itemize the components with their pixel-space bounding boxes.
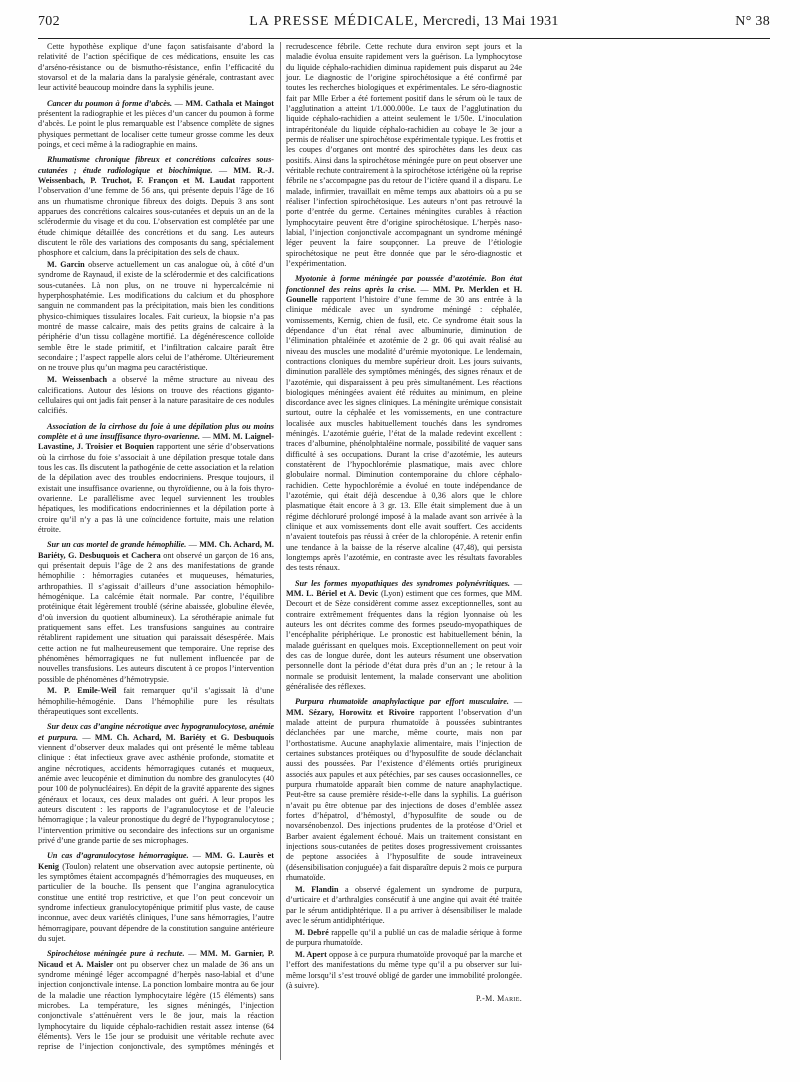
author-names: MM. Sézary, Horowitz et Rivoire xyxy=(286,707,415,717)
article-text: rapportent l’observation d’une femme de 56 ans, qui présente depuis l’âge de 16 ans un rhumatisme chronique fibreux des doigts. Depuis 3 ans sont apparues des concrétions calcaires sous-cutanées et depuis un an de la sclérodermie du visage et du cou. L’observation est complétée par une étude chimique détaillée des concrétions et du sang. Les auteurs discutent le rôle des variations des composants du sang, spécialement phosphore et calcium, dans la précipitation des sels de chaux. xyxy=(38,175,275,258)
article-paragraph xyxy=(38,375,274,416)
article-text: a observé également un syndrome de purpura, d’urticaire et d’arthralgies consécutif à une angine qui avait été traitée par le sérum antidiphtérique. Il a pu arriver à désensibiliser le malade avec le sérum antidiphtérique. xyxy=(286,884,522,925)
article-text: viennent d’observer deux malades qui ont présenté le même tableau clinique : état infectieux grave avec asthénie profonde, stomatite et angine nécrotiques, accidents hémorragiques cutanés et muqueux, anémie avec leucopénie et diminution du nombre des granulocytes (40 pour 100 de polynucléaires). En dépit de la gravité apparente des signes généraux et locaux, ces deux malades ont guéri. A leur propos les auteurs discutent : les rapports de l’agranulocytose et de l’aleucie hémorragique ; la valeur pronostique du degré de l’hypogranulocytose ; l’intervention primitive ou secondaire des infections sur un organisme privé d’une grande partie de ses microphages. xyxy=(38,743,274,846)
article-text: a observé la même structure au niveau des calcifications. Autour des lésions on trouve des réactions giganto-cellulaires qui ont jadis fait penser à la nature parasitaire de ces nodules calcifiés. xyxy=(38,375,275,416)
section-title: Rhumatisme chronique fibreux et concrétions calcaires sous-cutanées ; étude radiologique et biochimique. xyxy=(38,155,274,175)
article-paragraph: Sur deux cas d’angine nécrotique avec hypogranulocytose, anémie et purpura. — MM. Ch. Achard, M. Bariéty et G. Desbuquois viennent d’observer deux malades qui ont présenté le même tableau clinique : état infectieux grave avec asthénie profonde, stomatite et angine nécrotiques, accidents hémorragiques cutanés et muqueux, anémie avec leucopénie et diminution du nombre des granulocytes (40 pour 100 de polynucléaires). En dépit de la gravité apparente des signes généraux et locaux, ces deux malades ont guéri. A leur propos les auteurs discutent : les rapports de l’agranulocytose et de l’aleucie hémorragique ; la valeur pronostique du degré de l’hypogranulocytose ; l’intervention primitive ou secondaire des infections sur un organisme privé d’une grande partie de ses microphages. xyxy=(38,722,274,846)
author-names: M. Weissenbach xyxy=(47,375,108,385)
author-names: MM. Ch. Achard, M. Bariéty et G. Desbuquois xyxy=(94,732,274,742)
article-text: observe actuellement un cas analogue où, à côté d’un syndrome de Raynaud, il existe de la sclérodermie et des calcifications sous-cutanées. Là non plus, on ne trouve ni hypercalcémie ni hyperphosphatémie. Les modifications du calcium et du phosphore sanguin ne commandent pas la précipitation, mais bien les conditions physico-chimiques tissulaires locales. Fait curieux, la biopsie n’a pas montré de masse calcaire, mais des petits grains de calcaire à la périphérie d’un tissu collagène mortifié. La dégénérescence colloïde semble être le stade primitif, et l’infiltration calcaire paraît être secondaire ; l’aspect rappelle alors celui de l’athérome. Ultérieurement on ne trouve plus qu’un magma peu caractéristique. xyxy=(38,260,274,373)
article-paragraph: Cancer du poumon à forme d’abcès. — MM. Cathala et Maingot présentent la radiographie et les pièces d’un cancer du poumon à forme d’abcès. Le point le plus remarquable est l’absence complète de signes physiques permettant de localiser cette tumeur grosse comme les deux poings, et ceci même à la radiographie en mains. xyxy=(38,98,275,149)
article-text: Cette hypothèse explique d’une façon satisfaisante d’abord la relativité de l’action spécifique de ces médications, ensuite les cas d’arséno-résistance ou de bismutho-résistance, enfin l’efficacité du stovarsol et de la malaria dans la paralysie générale, contrastant avec leur activité beaucoup moindre dans la syphilis jeune. xyxy=(38,42,274,93)
article-text: (Lyon) estiment que ces formes, que MM. Decourt et de Sèze considèrent comme assez exceptionnelles, sont au contraire extrêmement fréquentes dans la région lyonnaise où les auteurs les ont décrites comme des formes pseudo-myopathiques de l’encéphalite périphérique. Le pronostic est habituellement bénin, la malade guérissant en quelques mois. Exceptionnellement on peut voir des cas de longue durée, dont les auteurs résument une observation personnelle dont la période d’état dura près d’un an ; le retour à la normale se produisit lentement, la malade conservant une abolition généralisée des réflexes. xyxy=(286,589,523,692)
article-paragraph xyxy=(38,686,274,717)
author-names: MM. Cathala et Maingot xyxy=(185,98,275,108)
article-text: fait remarquer qu’il s’agissait là d’une hémophilie-hémogénie. Dans l’hémophilie pure les résultats thérapeutiques sont excellents. xyxy=(38,686,274,717)
article-paragraph: Association de la cirrhose du foie à une dépilation plus ou moins complète et à une insuffisance thyro-ovarienne. — MM. M. Laignel-Lavastine, J. Troisier et Boquien rapportent une série d’observations où la cirrhose du foie s’associait à une dépilation presque totale dans tous les cas. Ils discutent la pathogénie de cette association et la relation de la dépilation avec des troubles endocriniens. Presque toujours, il existait une insuffisance ovarienne, ou thyroïdienne, ou à la fois thyro-ovarienne. Le parallélisme avec lequel surviennent les troubles hépatiques, les modifications endocriniennes et la dépilation porte à croire qu’il n’y a pas là une coïncidence fortuite, mais une relation étroite. xyxy=(38,421,274,534)
article-text: rapportent l’observation d’un malade atteint de purpura rhumatoïde à poussées subintrantes déclanchées par une marche, même courte, mais non par l’orthostatisme. Aucune anaphylaxie alimentaire, mais l’injection de certaines substances protéiques ou d’hyposulfite de soude déclanchait aussi des poussées. Par l’existence d’éléments ortiés prurigineux associés aux papules et aux pétéchies, par ses causes occasionnelles, ce purpura rhumatoïde apparaît bien comme de nature anaphylactique. Peut-être sa cause première réside-t-elle dans la syphilis. La guérison n’avait pu être obtenue par des injections de doses d’emblée assez fortes d’hépatrol, d’hémostyl, d’hyposulfite de soude ou de novarsénobenzol. Des injections prudentes de la protéose d’Oriel et Barber avaient également échoué. Mais un traitement consistant en injections sous-cutanées de petites doses progressivement croissantes de peptone associées à l’hyposulfite de soude intraveineux (désensibilisation conjuguée) a fait disparaître depuis 2 mois ce purpura rhumatoïde. xyxy=(286,707,523,882)
author-names: MM. M. Laignel-Lavastine, J. Troisier et Boquien xyxy=(38,432,274,452)
author-names: MM. G. Laurès et Kenig xyxy=(38,851,274,871)
author-names: M. Flandin xyxy=(295,884,339,894)
author-names: MM. R.-J. Weissenbach, P. Truchot, F. Françon et M. Laudat xyxy=(38,165,274,185)
article-paragraph: Un cas d’agranulocytose hémorragique. — MM. G. Laurès et Kenig (Toulon) relatent une observation avec autopsie pertinente, où les symptômes étaient accompagnés d’hémorragies des muqueuses, en particulier de la bouche. Ils pensent que l’angina agranulocytica constitue une entité trop restrictive, et que l’on peut concevoir un syndrome infectieux granulocytopénique primitif plus vaste, de cause inconnue, avec deux variétés cliniques, l’une sans hémorragies, l’autre hémorragipare, pouvant dépendre de la constitution sanguine antérieure du sujet. xyxy=(38,851,274,944)
section-title: Sur un cas mortel de grande hémophilie. xyxy=(47,540,187,550)
section-title: Un cas d’agranulocytose hémorragique. xyxy=(47,851,189,861)
journal-masthead xyxy=(38,14,770,30)
author-names: M. Garcin xyxy=(47,260,85,270)
article-text: rapportent une série d’observations où la cirrhose du foie s’associait à une dépilation presque totale dans tous les cas. Ils discutent la pathogénie de cette association et la relation de la dépilation avec des troubles endocriniens. Presque toujours, il existait une insuffisance ovarienne, ou thyroïdienne, ou à la fois thyro-ovarienne. Le parallélisme avec lequel surviennent les troubles hépatiques, les modifications endocriniennes et la dépilation porte à croire qu’il n’y a pas là une coïncidence fortuite, mais une relation étroite. xyxy=(38,442,274,534)
section-title: Purpura rhumatoïde anaphylactique par effort musculaire. xyxy=(295,697,509,707)
article-paragraph xyxy=(286,928,522,949)
author-names: M. Debré xyxy=(295,927,329,937)
author-names: MM. Pr. Merklen et H. Gounelle xyxy=(286,284,522,304)
article-text: présentent la radiographie et les pièces d’un cancer du poumon à forme d’abcès. Le point le plus remarquable est l’absence complète de signes physiques permettant de localiser cette tumeur grosse comme les deux poings, et ceci même à la radiographie en mains. xyxy=(38,108,274,149)
section-title: Myotonie à forme méningée par poussée d’azotémie. Bon état fonctionnel des reins après la crise. xyxy=(286,274,522,294)
author-names: M. Apert xyxy=(295,950,327,959)
header-rule xyxy=(38,38,770,39)
page-number: 702 xyxy=(38,14,60,29)
article-text: (Toulon) relatent une observation avec autopsie pertinente, où les symptômes étaient accompagnés d’hémorragies des muqueuses, en particulier de la bouche. Ils pensent que l’angina agranulocytica constitue une entité trop restrictive, et que l’on peut concevoir un syndrome infectieux granulocytopénique primitif plus vaste, de cause inconnue, avec deux variétés cliniques, l’une sans hémorragies, l’autre hémorragipare, pouvant dépendre de la constitution sanguine antérieure du sujet. xyxy=(38,861,274,944)
article-paragraph xyxy=(286,885,522,926)
section-title: Cancer du poumon à forme d’abcès. xyxy=(47,98,173,108)
article-paragraph: Spirochétose méningée pure à rechute. — MM. M. Garnier, P. Nicaud et A. Maisler ont pu observer chez un malade de 36 ans un syndrome méningé léger accompagné d’herpès naso-labial et d’une injection conjonctivale intense. La ponction lombaire montra au 6e jour de la maladie une réaction lymphocytaire légère (15 éléments) sans microbes. La température, les signes méningés, l’injection conjonctivale s’atténuèrent vers le 8e jour, mais la réaction lymphocytaire du liquide céphalo-rachidien restait assez intense (64 éléments). Vers le 15e jour se produisit une véritable rechute avec reprise de l’injection conjonctivale, des symptômes méningés et recrudescence fébrile. Cette rechute dura environ sept jours et la maladie évolua ensuite rapidement vers la guérison. La lymphocytose du liquide céphalo-rachidien diminua rapidement puis disparut au 24e jour. Le diagnostic de l’origine spirochétosique a été confirmé par toutes les recherches biologiques et expérimentales. Le séro-diagnostic fait par Mlle Erber a été fortement positif dans le sérum où le taux de l’agglutination a atteint 1/1.000.000e. Le taux de l’agglutination du liquide céphalo-rachidien a atteint seulement le 1/50e. L’inoculation intrapéritonéale du liquide céphalo-rachidien au cobaye le 3e jour a permis de réaliser une spirochétose expérimentale typique. Les frottis et les coupes d’organes ont montré des spirochètes dans les deux cas positifs. Ainsi dans la spirochétose méningée pure on peut observer une véritable rechute contrairement à la spirochétose ictérigène où la reprise fébrile ne s’accompagne pas du retour de l’ictère quand il a disparu. Le malade, infirmier, travaillait en même temps aux abattoirs où a pu se réaliser l’infection spirochétosique. Les auteurs n’ont pas retrouvé la porte d’entrée du germe. Certaines méningites curables à réaction lymphocytaire peuvent être d’origine spirochétosique. L’herpès naso-labial, l’injection conjonctivale accompagnant un syndrome méningé léger peuvent la faire soupçonner. La preuve de l’étiologie spirochétosique ne peut être donnée que par le séro-diagnostic et l’expérimentation. xyxy=(38,42,522,1052)
running-header xyxy=(38,14,770,36)
article-paragraph xyxy=(286,950,522,991)
article-paragraph: Myotonie à forme méningée par poussée d’azotémie. Bon état fonctionnel des reins après la crise. — MM. Pr. Merklen et H. Gounelle rapportent l’histoire d’une femme de 30 ans entrée à la clinique médicale avec un syndrome méningé : céphalée, vomissements, Kernig, chien de fusil, etc. Ce syndrome était sous la dépendance d’un état rénal avec albuminurie, diminution de l’élimination phtaléinée et azotémie de 2 gr. 06 qui avait réalisé au niveau des muscles une modalité d’urémie myotonique. Le lendemain, contractions cloniques du membre supérieur droit. Les jours suivants, diminution parallèle des symptômes méningés, des signes rénaux et de l’azotémie, qui disparaissent à peu près simultanément. Les réactions biologiques méningées avaient été réduites au minimum, en pleine discordance avec les signes cliniques. La méningite urémique consistait surtout, outre la céphalée et les vomissements, en une contracture localisée aux muscles habituellement touchés dans les syndromes méningés. L’azotémie guérie, l’état de la malade redevint excellent : traces d’albumine, phénolphtaléine normale, possibilité de vaquer sans difficulté à ses occupations. Durant la crise d’azotémie, les auteurs constatèrent de l’hypochlorémie plasmatique, mais avec chlore globulaire normal. Diminution contemporaine du chlore céphalo-rachidien. Cette hypochlorémie a évolué en toute indépendance de l’azotémie, qui était déjà descendue à 0,36 alors que le chlore plasmatique était encore à 3 gr. 13. Elle était simplement due à un régime déchloruré prolongé imposé à la malade avant son arrivée à la clinique et aux vomissements dont elle avait souffert. Ces accidents n’avaient toutefois pas réussi à créer de la chloropénie. A retenir enfin une tendance à la baisse de la réserve alcaline (47,48), qui persista longtemps après l’azotémie, en contraste avec les résultats favorables des tests rénaux. xyxy=(286,274,523,573)
author-names: MM. L. Bériel et A. Devic xyxy=(286,589,379,599)
article-text: ont observé un garçon de 16 ans, qui présentait depuis l’âge de 2 ans des manifestations de grande hémophilie : hémorragies cutanées et muqueuses, hématuries, arthropathies. Il s’agissait d’ailleurs d’une association hémophilo-hémogénique. La calcémie était normale. Par contre, l’équilibre protéinique était légèrement troublé (sérine abaissée, globuline élevée, d’où inversion du quotient albumineux). La sérothérapie animale fut pratiquement sans effet. Les transfusions sanguines au contraire rétablirent rapidement une situation qui paraissait désespérée. Mais cette action ne fut malheureusement que temporaire. Une reprise des phénomènes hémorragiques ne fut nullement influencée par de nouvelles transfusions. Les auteurs discutent à ce propos l’intervention possible de phénomènes d’hémotrypsie. xyxy=(38,550,275,684)
article-paragraph: Rhumatisme chronique fibreux et concrétions calcaires sous-cutanées ; étude radiologique et biochimique. — MM. R.-J. Weissenbach, P. Truchot, F. Françon et M. Laudat rapportent l’observation d’une femme de 56 ans, qui présente depuis l’âge de 16 ans un rhumatisme chronique fibreux des doigts. Depuis 3 ans sont apparues des concrétions calcaires sous-cutanées et depuis un an de la sclérodermie du visage et du cou. L’observation est complétée par une étude chimique détaillée des concrétions et du sang. Les auteurs discutent le rôle des variations des composants du sang, spécialement phosphore et calcium, dans la précipitation des sels de chaux. xyxy=(38,155,275,258)
section-title: Sur deux cas d’angine nécrotique avec hypogranulocytose, anémie et purpura. xyxy=(38,722,274,742)
author-names: MM. Ch. Achard, M. Bariéty, G. Desbuquois et Cachera xyxy=(38,540,274,560)
article-text: rappelle qu’il a publié un cas de maladie sérique à forme de purpura rhumatoïde. xyxy=(286,927,522,948)
section-title: Sur les formes myopathiques des syndromes polynévritiques. xyxy=(295,578,510,588)
issue-date: Mercredi, 13 Mai 1931 xyxy=(422,14,559,29)
section-title: Spirochétose méningée pure à rechute. xyxy=(47,949,185,959)
article-paragraph xyxy=(38,260,274,374)
article-columns xyxy=(38,42,770,1060)
article-text: oppose à ce purpura rhumatoïde provoqué par la marche et l’effort des manifestations du même type qu’il a pu observer sur lui-même lorsqu’il s’est trouvé obligé de garder une immobilité prolongée. (à suivre). xyxy=(286,950,523,990)
article-text: ont pu observer chez un malade de 36 ans un syndrome méningé léger accompagné d’herpès naso-labial et d’une injection conjonctivale intense. La ponction lombaire montra au 6e jour de la maladie une réaction lymphocytaire légère (15 éléments) sans microbes. La température, les signes méningés, l’injection conjonctivale s’atténuèrent vers le 8e jour, mais la réaction lymphocytaire du liquide céphalo-rachidien restait assez intense (64 éléments). Vers le 15e jour se produisit une véritable rechute avec reprise de l’injection conjonctivale, des symptômes méningés et recrudescence fébrile. Cette rechute dura environ sept jours et la maladie évolua ensuite rapidement vers la guérison. La lymphocytose du liquide céphalo-rachidien diminua rapidement puis disparut au 24e jour. Le diagnostic de l’origine spirochétosique a été confirmé par toutes les recherches biologiques et expérimentales. Le séro-diagnostic fait par Mlle Erber a été fortement positif dans le sérum où le taux de l’agglutination a atteint 1/1.000.000e. Le taux de l’agglutination du liquide céphalo-rachidien a atteint seulement le 1/50e. L’inoculation intrapéritonéale du liquide céphalo-rachidien au cobaye le 3e jour a permis de réaliser une spirochétose expérimentale typique. Les frottis et les coupes d’organes ont montré des spirochètes dans les deux cas positifs. Ainsi dans la spirochétose méningée pure on peut observer une véritable rechute contrairement à la spirochétose ictérigène où la reprise fébrile ne s’accompagne pas du retour de l’ictère quand il a disparu. Le malade, infirmier, travaillait en même temps aux abattoirs où a pu se réaliser l’infection spirochétosique. Les auteurs n’ont pas retrouvé la porte d’entrée du germe. Certaines méningites curables à réaction lymphocytaire peuvent être d’origine spirochétosique. L’herpès naso-labial, l’injection conjonctivale accompagnant un syndrome méningé léger peuvent la faire soupçonner. La preuve de l’étiologie spirochétosique ne peut être donnée que par le séro-diagnostic et l’expérimentation. xyxy=(38,42,522,1052)
section-title: Association de la cirrhose du foie à une dépilation plus ou moins complète et à une insuffisance thyro-ovarienne. xyxy=(38,421,274,441)
article-text: rapportent l’histoire d’une femme de 30 ans entrée à la clinique médicale avec un syndrome méningé : céphalée, vomissements, Kernig, chien de fusil, etc. Ce syndrome était sous la dépendance d’un état rénal avec albuminurie, diminution de l’élimination phtaléinée et azotémie de 2 gr. 06 qui avait réalisé au niveau des muscles une modalité d’urémie myotonique. Le lendemain, contractions cloniques du membre supérieur droit. Les jours suivants, diminution parallèle des symptômes méningés, des signes rénaux et de l’azotémie, qui disparaissent à peu près simultanément. Les réactions biologiques méningées avaient été réduites au minimum, en pleine discordance avec les signes cliniques. La méningite urémique consistait surtout, outre la céphalée et les vomissements, en une contracture localisée aux muscles habituellement touchés dans les syndromes méningés. L’azotémie guérie, l’état de la malade redevint excellent : traces d’albumine, phénolphtaléine normale, possibilité de vaquer sans difficulté à ses occupations. Durant la crise d’azotémie, les auteurs constatèrent de l’hypochlorémie plasmatique, mais avec chlore globulaire normal. Diminution contemporaine du chlore céphalo-rachidien. Cette hypochlorémie a évolué en toute indépendance de l’azotémie, qui était déjà descendue à 0,36 alors que le chlore plasmatique était encore à 3 gr. 13. Elle était simplement due à un régime déchloruré prolongé imposé à la malade avant son arrivée à la clinique et aux vomissements dont elle avait souffert. Ces accidents n’avaient toutefois pas réussi à créer de la chloropénie. A retenir enfin une tendance à la baisse de la réserve alcaline (47,48), qui persista longtemps après l’azotémie, en contraste avec les résultats favorables des tests rénaux. xyxy=(286,294,523,573)
article-paragraph: Sur un cas mortel de grande hémophilie. — MM. Ch. Achard, M. Bariéty, G. Desbuquois et Cachera ont observé un garçon de 16 ans, qui présentait depuis l’âge de 2 ans des manifestations de grande hémophilie : hémorragies cutanées et muqueuses, hématuries, arthropathies. Il s’agissait d’ailleurs d’une association hémophilo-hémogénique. La calcémie était normale. Par contre, l’équilibre protéinique était légèrement troublé (sérine abaissée, globuline élevée, d’où inversion du quotient albumineux). La sérothérapie animale fut pratiquement sans effet. Les transfusions sanguines au contraire rétablirent rapidement une situation qui paraissait désespérée. Mais cette action ne fut malheureusement que temporaire. Une reprise des phénomènes hémorragiques ne fut nullement influencée par de nouvelles transfusions. Les auteurs discutent à ce propos l’intervention possible de phénomènes d’hémotrypsie. xyxy=(38,540,275,684)
issue-number: N° 38 xyxy=(735,14,770,29)
author-names: MM. M. Garnier, P. Nicaud et A. Maisler xyxy=(38,949,275,969)
author-names: M. P. Emile-Weil xyxy=(47,686,117,696)
article-paragraph: Sur les formes myopathiques des syndromes polynévritiques. — MM. L. Bériel et A. Devic (Lyon) estiment que ces formes, que MM. Decourt et de Sèze considèrent comme assez exceptionnelles, sont au contraire extrêmement fréquentes dans la région lyonnaise où les auteurs les ont décrites comme des formes pseudo-myopathiques de l’encéphalite périphérique. Le pronostic est habituellement bénin, la malade guérissant en quelques mois. Exceptionnellement on peut voir des cas de longue durée, dont les auteurs résument une observation personnelle dont la période d’état dura près d’un an ; le retour à la normale se produisit lentement, la malade conservant une abolition généralisée des réflexes. xyxy=(286,578,523,692)
article-paragraph: Purpura rhumatoïde anaphylactique par effort musculaire. — MM. Sézary, Horowitz et Rivoire rapportent l’observation d’un malade atteint de purpura rhumatoïde à poussées subintrantes déclanchées par une marche, même courte, mais non par l’orthostatisme. Aucune anaphylaxie alimentaire, mais l’injection de certaines substances protéiques ou d’hyposulfite de soude déclanchait aussi des poussées. Par l’existence d’éléments ortiés prurigineux associés aux papules et aux pétéchies, par ses causes occasionnelles, ce purpura rhumatoïde apparaît bien comme de nature anaphylactique. Peut-être sa cause première réside-t-elle dans la syphilis. La guérison n’avait pu être obtenue par des injections de doses d’emblée assez fortes d’hépatrol, d’hémostyl, d’hyposulfite de soude ou de novarsénobenzol. Des injections prudentes de la protéose d’Oriel et Barber avaient également échoué. Mais un traitement consistant en injections sous-cutanées de petites doses progressivement croissantes de peptone associées à l’hyposulfite de soude intraveineux (désensibilisation conjuguée) a fait disparaître depuis 2 mois ce purpura rhumatoïde. xyxy=(286,697,523,882)
journal-title: LA PRESSE MÉDICALE, xyxy=(249,14,419,29)
article-paragraph xyxy=(38,42,274,94)
author-signature: P.-M. Marie. xyxy=(475,994,522,1004)
